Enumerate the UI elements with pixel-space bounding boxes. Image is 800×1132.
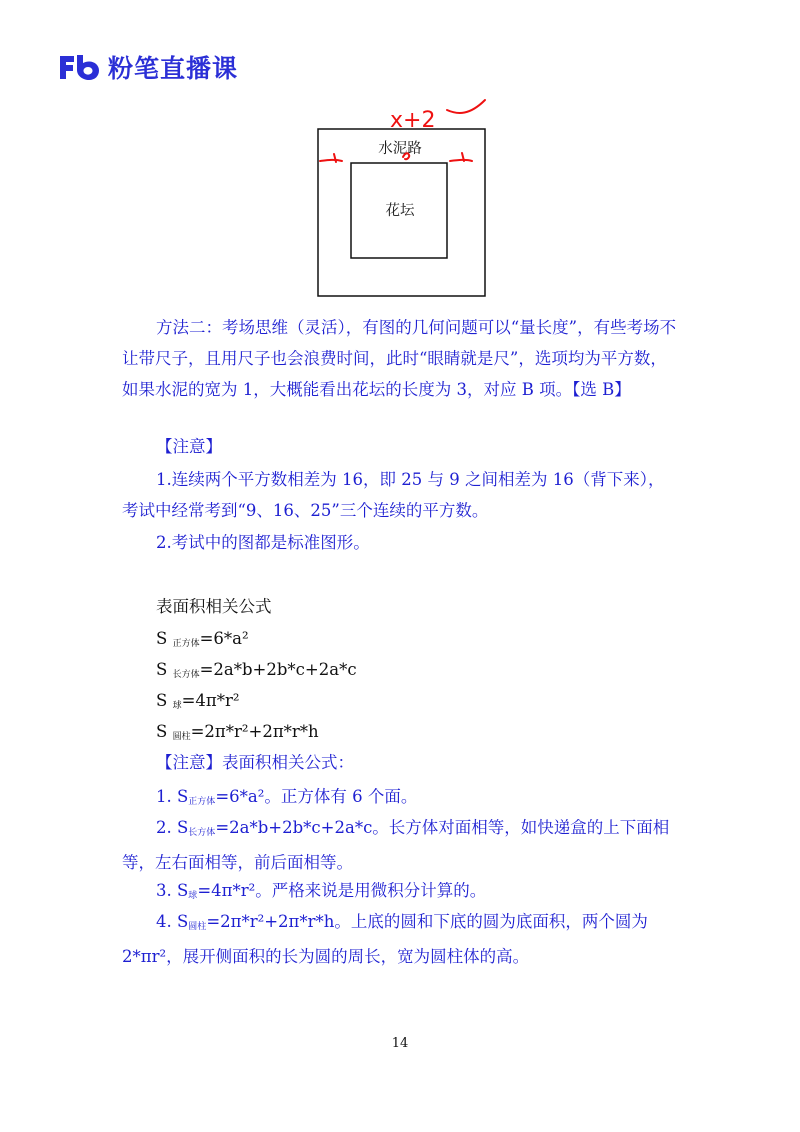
header-logo bbox=[58, 50, 238, 84]
formula-sphere: S 球=4π*r² bbox=[156, 691, 240, 711]
note2-item2: 2. S长方体=2a*b+2b*c+2a*c。长方体对面相等，如快递盒的上下面相等，左右面相等，前后面相等。 bbox=[122, 818, 670, 872]
brand-name: 粉笔直播课 bbox=[108, 54, 239, 83]
note1-item2: 2.考试中的图都是标准图形。 bbox=[156, 533, 370, 552]
formula-cube: S 正方体=6*a² bbox=[156, 629, 249, 649]
garden-diagram bbox=[310, 95, 500, 305]
handwritten-annotation: x+2 bbox=[390, 108, 436, 133]
inner-label: 花坛 bbox=[385, 203, 415, 219]
method2-paragraph: 方法二：考场思维（灵活），有图的几何问题可以“量长度”，有些考场不让带尺子，且用尺子也会浪费时间，此时“眼睛就是尺”，选项均为平方数，如果水泥的宽为 1，大概能看出花坛的长度为 3，对应 B 项。【选 B】 bbox=[122, 318, 677, 399]
note2-title: 【注意】表面积相关公式： bbox=[156, 753, 354, 772]
formula-cylinder: S 圆柱=2π*r²+2π*r*h bbox=[156, 722, 319, 742]
fb-logo-icon bbox=[58, 52, 102, 82]
page-number: 14 bbox=[391, 1036, 409, 1051]
note1-item1: 1.连续两个平方数相差为 16，即 25 与 9 之间相差为 16（背下来），考试中经常考到“9、16、25”三个连续的平方数。 bbox=[122, 470, 665, 520]
formula-cuboid: S 长方体=2a*b+2b*c+2a*c bbox=[156, 660, 357, 680]
formulas-title: 表面积相关公式 bbox=[156, 597, 272, 616]
outer-label: 水泥路 bbox=[378, 141, 422, 157]
note2-item1: 1. S正方体=6*a²。正方体有 6 个面。 bbox=[156, 787, 418, 807]
note1-title: 【注意】 bbox=[156, 437, 222, 456]
note2-item3: 3. S球=4π*r²。严格来说是用微积分计算的。 bbox=[156, 881, 487, 901]
note2-item4: 4. S圆柱=2π*r²+2π*r*h。上底的圆和下底的圆为底面积，两个圆为 2*πr²，展开侧面积的长为圆的周长，宽为圆柱体的高。 bbox=[122, 912, 648, 966]
